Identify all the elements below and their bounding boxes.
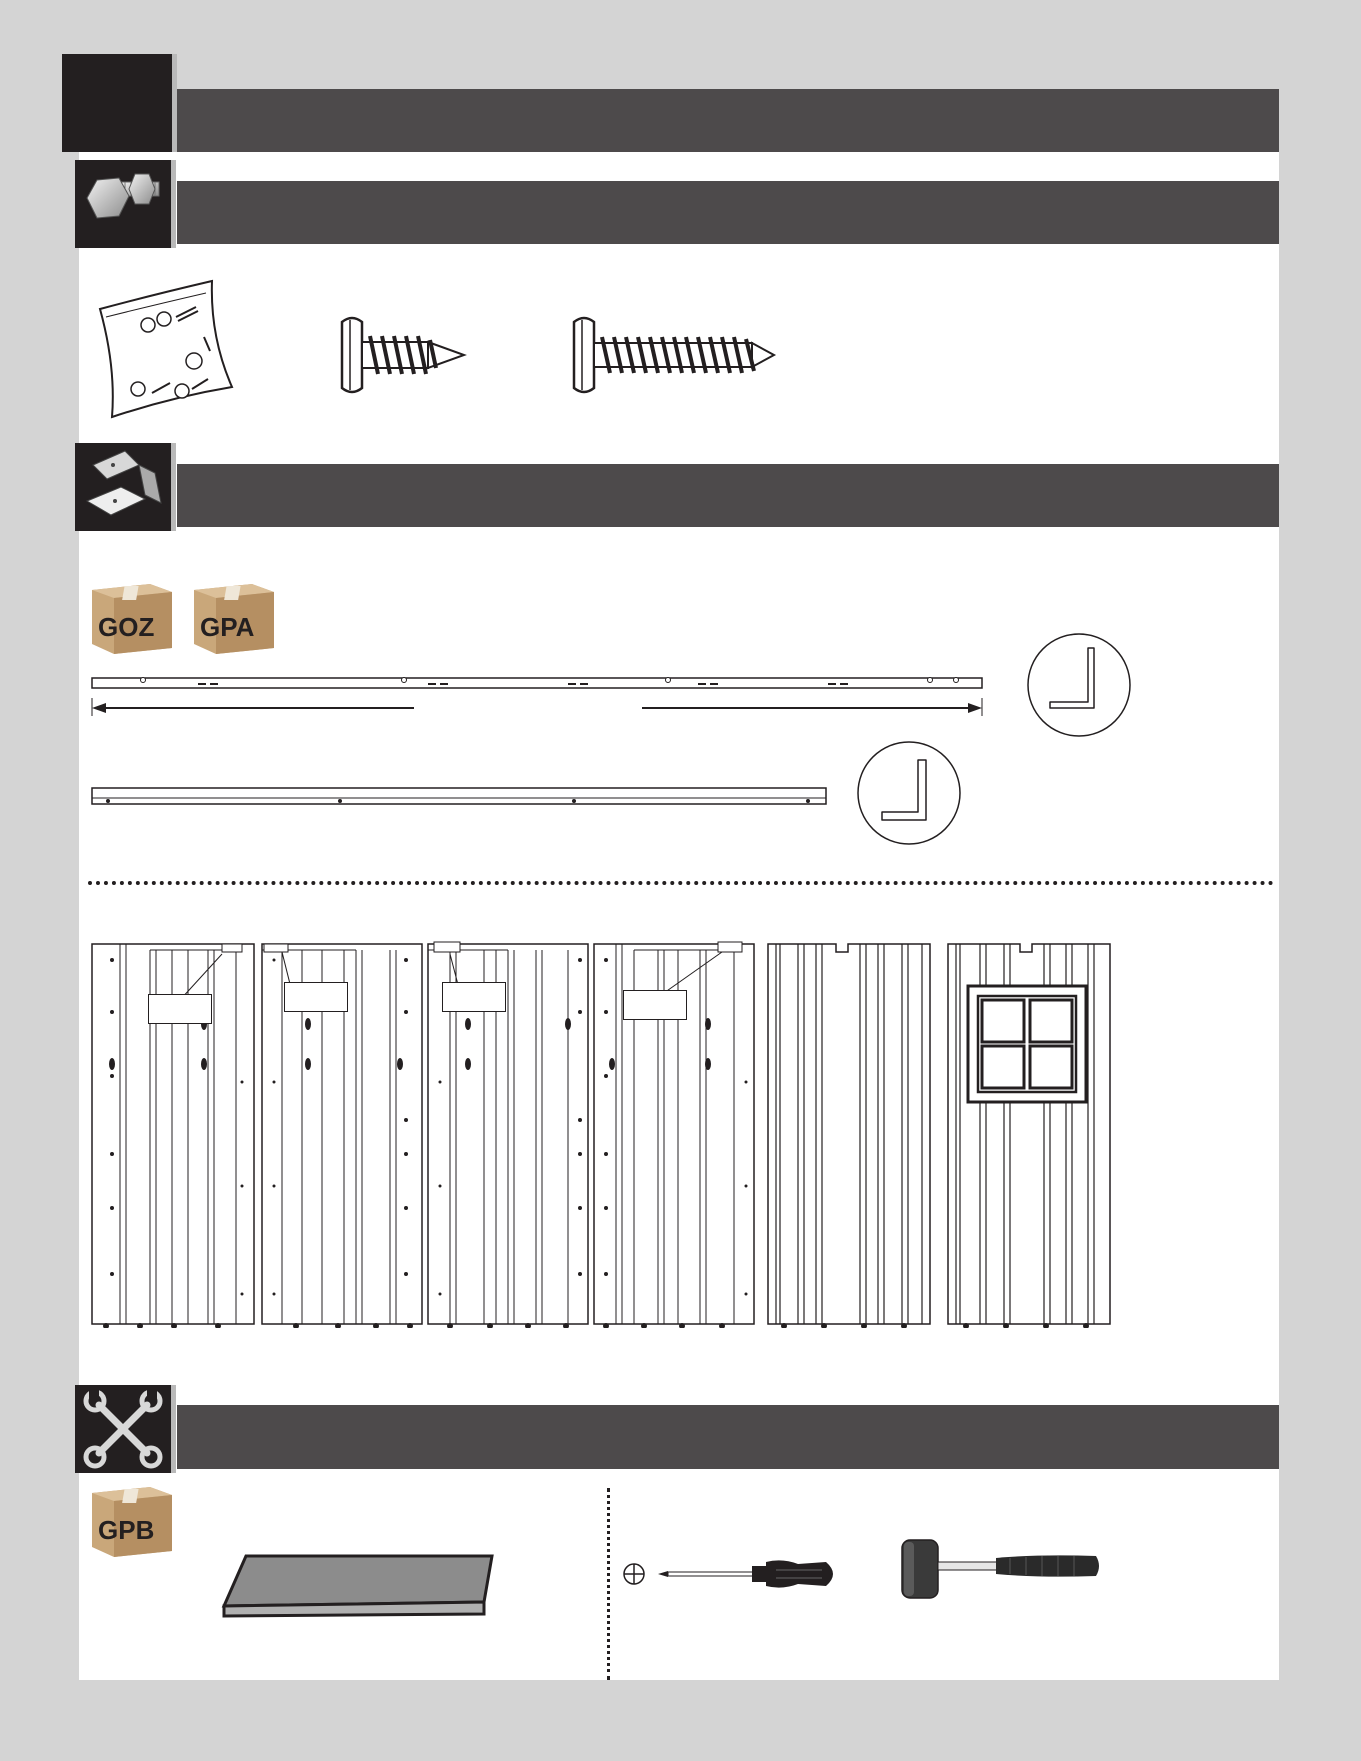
panel-label-4 [623, 990, 687, 1020]
panel-label-2 [284, 982, 348, 1012]
box-goz-icon [90, 578, 174, 656]
box-goz-label: GOZ [98, 612, 155, 642]
box-gpa-icon [192, 578, 276, 656]
window-wall-panel [944, 940, 1114, 1328]
hardware-header-bar [177, 181, 1279, 244]
box-gpa-label: GPA [200, 612, 255, 642]
tools-divider [607, 1488, 610, 1680]
short-screw-icon [336, 312, 468, 398]
bracket-icon [75, 443, 171, 531]
long-rail-part [88, 670, 988, 718]
parts-header-bar [177, 464, 1279, 527]
wrench-icon [75, 1385, 171, 1473]
rubber-mallet-icon [900, 1536, 1102, 1602]
plain-wall-panel [764, 940, 932, 1328]
hardware-icon-box [75, 160, 176, 248]
panel-label-1 [148, 994, 212, 1024]
rail-profile-detail-2 [856, 740, 962, 846]
step-header-bar [177, 89, 1279, 152]
angle-rail-part [90, 784, 830, 810]
hardware-bag-icon [92, 277, 242, 422]
bolt-nut-icon [75, 160, 171, 248]
box-gpb-icon [90, 1481, 174, 1559]
step-number-block [62, 54, 177, 152]
phillips-screwdriver-icon [622, 1552, 842, 1596]
section-divider [88, 881, 1274, 885]
parts-icon-box [75, 443, 176, 531]
tools-header-bar [177, 1405, 1279, 1469]
tools-icon-box [75, 1385, 176, 1473]
wood-board-part [220, 1552, 496, 1618]
panel-label-3 [442, 982, 506, 1012]
box-gpb-label: GPB [98, 1515, 155, 1545]
rail-profile-detail-1 [1026, 632, 1132, 738]
long-screw-icon [568, 312, 778, 398]
